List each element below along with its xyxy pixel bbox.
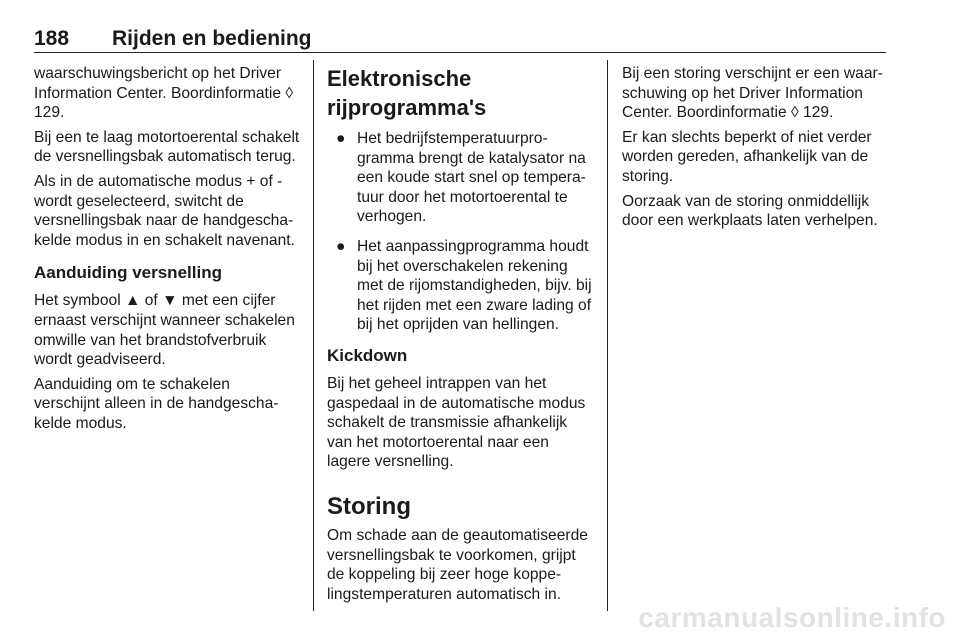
page-number: 188 [34, 27, 70, 50]
paragraph-malfunction: Om schade aan de geautomatiseerde versnellingsbak te voorkomen, grijpt de koppeling bij zeer hoge koppelingstemperaturen automatisch in. [327, 526, 588, 603]
column-middle [327, 64, 593, 609]
bullet-icon: ● [336, 130, 346, 147]
paragraph-manual-mode: Als in de automatische modus + of - wordt geselecteerd, switcht de versnellingsbak naar de handgeschakelde modus in en schakelt navenant. [34, 172, 295, 249]
paragraph-kickdown: Bij het geheel intrappen van het gaspedaal in de automatische modus schakelt de transmissie afhankelijk van het motortoerental naar een lagere versnelling. [327, 374, 586, 471]
bullet-list [327, 129, 593, 335]
column-right [622, 64, 888, 236]
watermark: carmanualsonline.info [638, 602, 946, 633]
paragraph-repair-advice: Oorzaak van de storing onmiddellijk door een werkplaats laten verhelpen. [622, 192, 878, 230]
section-title: Rijden en bediening [112, 27, 312, 50]
paragraph-malfunction-warning: Bij een storing verschijnt er een waarschuwing op het Driver Information Center. Boordinformatie ◊ 129. [622, 65, 883, 122]
header-rule [34, 52, 886, 53]
bullet-icon: ● [336, 237, 346, 255]
heading-driving-programs: Elektronische rijprogramma's [327, 66, 487, 120]
column-left [34, 64, 300, 439]
paragraph-downshift: Bij een te laag motortoerental schakelt de versnellingsbak automatisch terug. [34, 128, 300, 166]
page-header [34, 27, 886, 51]
column-divider-2 [607, 60, 608, 611]
heading-kickdown: Kickdown [327, 345, 408, 365]
list-item [327, 129, 593, 227]
heading-gear-indicator: Aanduiding versnelling [34, 263, 222, 283]
column-divider-1 [313, 60, 314, 611]
list-item-text: Het bedrijfstemperatuurprogramma brengt de katalysator na een koude start snel op temperatuur door het motortoerental te verhogen. [357, 130, 586, 226]
paragraph-gear-symbol: Het symbool ▲ of ▼ met een cijfer ernaast verschijnt wanneer schakelen omwille van het brandstofverbruik wordt geadviseerd. [34, 292, 295, 369]
list-item-text: Het aanpassingprogramma houdt bij het overschakelen rekening met de rijomstandigheden, bijv. bij het rijden met een zware lading of bij het oprijden van hellingen. [357, 237, 592, 334]
paragraph-shift-indicator: Aanduiding om te schakelen verschijnt alleen in de handgeschakelde modus. [34, 375, 279, 432]
paragraph-limited-driving: Er kan slechts beperkt of niet verder worden gereden, afhankelijk van de storing. [622, 128, 872, 185]
paragraph-warning-continued: waarschuwingsbericht op het Driver Information Center. Boordinformatie ◊ 129. [34, 65, 294, 122]
heading-malfunction: Storing [327, 492, 411, 520]
list-item [327, 237, 593, 335]
